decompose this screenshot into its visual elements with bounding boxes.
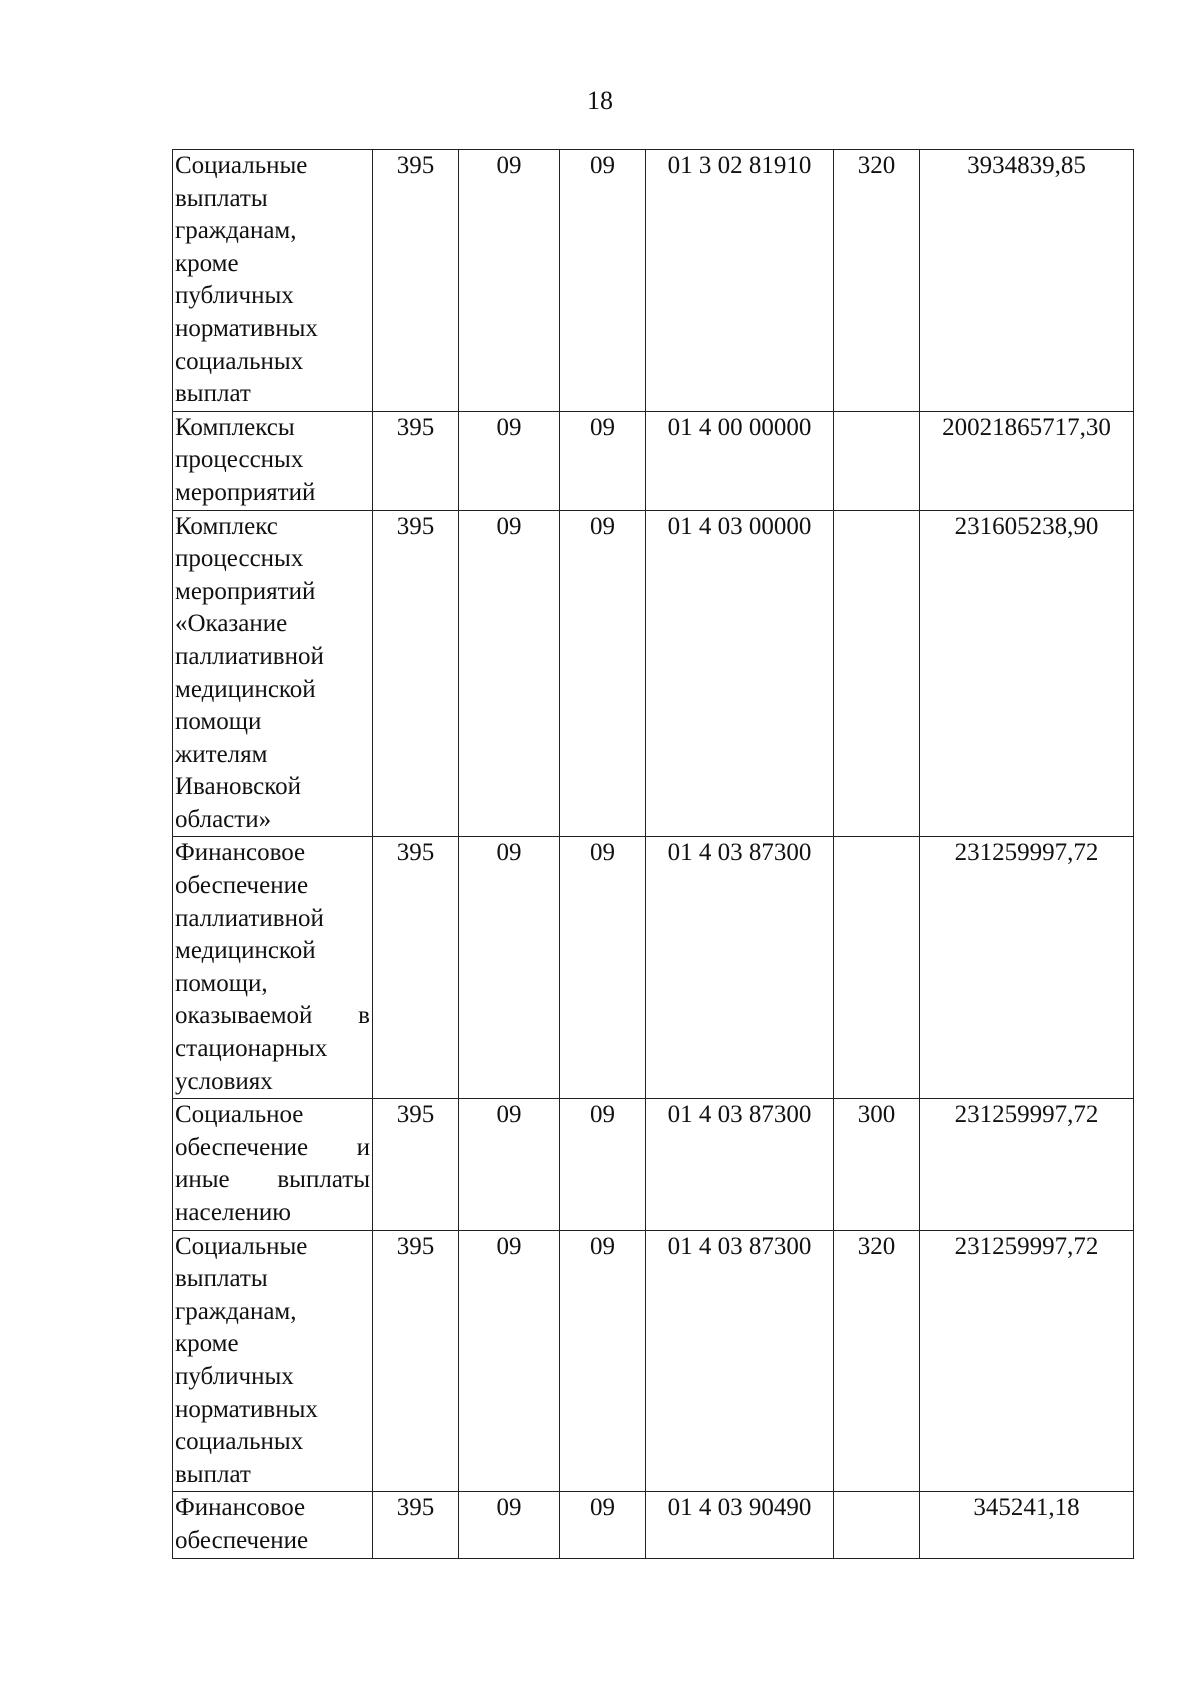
expense-type-cell: 320 bbox=[834, 1230, 920, 1492]
amount-cell: 20021865717,30 bbox=[920, 411, 1134, 510]
item-name-line: Финансовое bbox=[175, 1494, 306, 1522]
item-name-line: социальных bbox=[175, 347, 304, 375]
item-name-line: помощи, bbox=[175, 969, 268, 997]
amount-cell: 231259997,72 bbox=[920, 1230, 1134, 1492]
item-name-cell bbox=[173, 837, 373, 1099]
item-name-line: Социальное bbox=[175, 1101, 304, 1129]
target-article-cell: 01 4 00 00000 bbox=[646, 411, 834, 510]
item-name-line: оказываемой в bbox=[175, 1002, 370, 1030]
item-name-line: Социальные bbox=[175, 152, 308, 179]
budget-table bbox=[172, 149, 1134, 1559]
item-name-line: нормативных bbox=[175, 314, 318, 342]
item-name-cell bbox=[173, 510, 373, 837]
item-name-line: процессных bbox=[175, 446, 304, 474]
expense-type-cell bbox=[834, 1492, 920, 1558]
table-row bbox=[173, 1099, 1134, 1230]
subsection-code-cell: 09 bbox=[560, 837, 646, 1099]
expense-type-cell bbox=[834, 411, 920, 510]
table-body bbox=[173, 150, 1134, 1559]
ministry-code-cell: 395 bbox=[373, 837, 459, 1099]
item-name-line: выплаты bbox=[175, 1265, 268, 1293]
item-name-line: гражданам, bbox=[175, 1297, 297, 1325]
ministry-code-cell: 395 bbox=[373, 411, 459, 510]
item-name-line: социальных bbox=[175, 1428, 304, 1456]
item-name-cell bbox=[173, 1492, 373, 1558]
target-article-cell: 01 4 03 00000 bbox=[646, 510, 834, 837]
amount-cell: 231605238,90 bbox=[920, 510, 1134, 837]
ministry-code-cell: 395 bbox=[373, 510, 459, 837]
subsection-code-cell: 09 bbox=[560, 150, 646, 412]
item-name-line: выплат bbox=[175, 1460, 251, 1488]
item-name-cell bbox=[173, 1099, 373, 1230]
subsection-code-cell: 09 bbox=[560, 1230, 646, 1492]
item-name-line: Комплекс bbox=[175, 512, 278, 540]
item-name-line: обеспечение bbox=[175, 872, 309, 900]
section-code-cell: 09 bbox=[459, 411, 560, 510]
ministry-code-cell: 395 bbox=[373, 1230, 459, 1492]
table-row bbox=[173, 1230, 1134, 1492]
expense-type-cell: 320 bbox=[834, 150, 920, 412]
item-name-line: условиях bbox=[175, 1067, 273, 1095]
item-name-line: населению bbox=[175, 1199, 291, 1226]
subsection-code-cell: 09 bbox=[560, 1492, 646, 1558]
ministry-code-cell: 395 bbox=[373, 1099, 459, 1230]
item-name-line: мероприятий bbox=[175, 478, 316, 506]
page-number: 18 bbox=[587, 86, 613, 115]
item-name-line: публичных bbox=[175, 282, 294, 310]
item-name-line: Социальные bbox=[175, 1232, 308, 1260]
table-row bbox=[173, 837, 1134, 1099]
subsection-code-cell: 09 bbox=[560, 411, 646, 510]
section-code-cell: 09 bbox=[459, 1099, 560, 1230]
item-name-line: мероприятий bbox=[175, 577, 316, 605]
item-name-line: иные выплаты bbox=[175, 1166, 370, 1194]
item-name-line: жителям bbox=[175, 740, 268, 768]
item-name-line: медицинской bbox=[175, 937, 316, 965]
amount-cell: 231259997,72 bbox=[920, 1099, 1134, 1230]
section-code-cell: 09 bbox=[459, 1492, 560, 1558]
target-article-cell: 01 4 03 87300 bbox=[646, 1230, 834, 1492]
table-row bbox=[173, 411, 1134, 510]
item-name-line: кроме bbox=[175, 1330, 239, 1358]
item-name-line: обеспечение и bbox=[175, 1133, 370, 1161]
section-code-cell: 09 bbox=[459, 837, 560, 1099]
item-name-line: публичных bbox=[175, 1362, 294, 1390]
subsection-code-cell: 09 bbox=[560, 510, 646, 837]
item-name-line: помощи bbox=[175, 708, 262, 736]
ministry-code-cell: 395 bbox=[373, 150, 459, 412]
table-row bbox=[173, 150, 1134, 412]
expense-type-cell bbox=[834, 510, 920, 837]
item-name-line: медицинской bbox=[175, 675, 316, 703]
item-name-line: обеспечение bbox=[175, 1526, 309, 1554]
target-article-cell: 01 4 03 87300 bbox=[646, 1099, 834, 1230]
item-name-line: паллиативной bbox=[175, 904, 324, 932]
item-name-line: области» bbox=[175, 805, 272, 833]
target-article-cell: 01 4 03 90490 bbox=[646, 1492, 834, 1558]
item-name-line: Комплексы bbox=[175, 413, 295, 441]
item-name-line: «Оказание bbox=[175, 610, 288, 638]
amount-cell: 3934839,85 bbox=[920, 150, 1134, 412]
item-name-line: гражданам, bbox=[175, 217, 297, 245]
amount-cell: 231259997,72 bbox=[920, 837, 1134, 1099]
table-row bbox=[173, 510, 1134, 837]
item-name-line: Ивановской bbox=[175, 773, 302, 801]
item-name-line: процессных bbox=[175, 545, 304, 573]
target-article-cell: 01 3 02 81910 bbox=[646, 150, 834, 412]
item-name-cell bbox=[173, 411, 373, 510]
amount-cell: 345241,18 bbox=[920, 1492, 1134, 1558]
expense-type-cell: 300 bbox=[834, 1099, 920, 1230]
section-code-cell: 09 bbox=[459, 510, 560, 837]
item-name-line: паллиативной bbox=[175, 642, 324, 670]
item-name-line: Финансовое bbox=[175, 839, 306, 867]
item-name-line: стационарных bbox=[175, 1035, 328, 1063]
section-code-cell: 09 bbox=[459, 150, 560, 412]
expense-type-cell bbox=[834, 837, 920, 1099]
table-row bbox=[173, 1492, 1134, 1558]
subsection-code-cell: 09 bbox=[560, 1099, 646, 1230]
item-name-line: нормативных bbox=[175, 1395, 318, 1423]
section-code-cell: 09 bbox=[459, 1230, 560, 1492]
item-name-cell bbox=[173, 1230, 373, 1492]
item-name-line: выплат bbox=[175, 380, 251, 408]
item-name-line: выплаты bbox=[175, 184, 268, 212]
item-name-line: кроме bbox=[175, 249, 239, 277]
item-name-cell bbox=[173, 150, 373, 412]
ministry-code-cell: 395 bbox=[373, 1492, 459, 1558]
target-article-cell: 01 4 03 87300 bbox=[646, 837, 834, 1099]
